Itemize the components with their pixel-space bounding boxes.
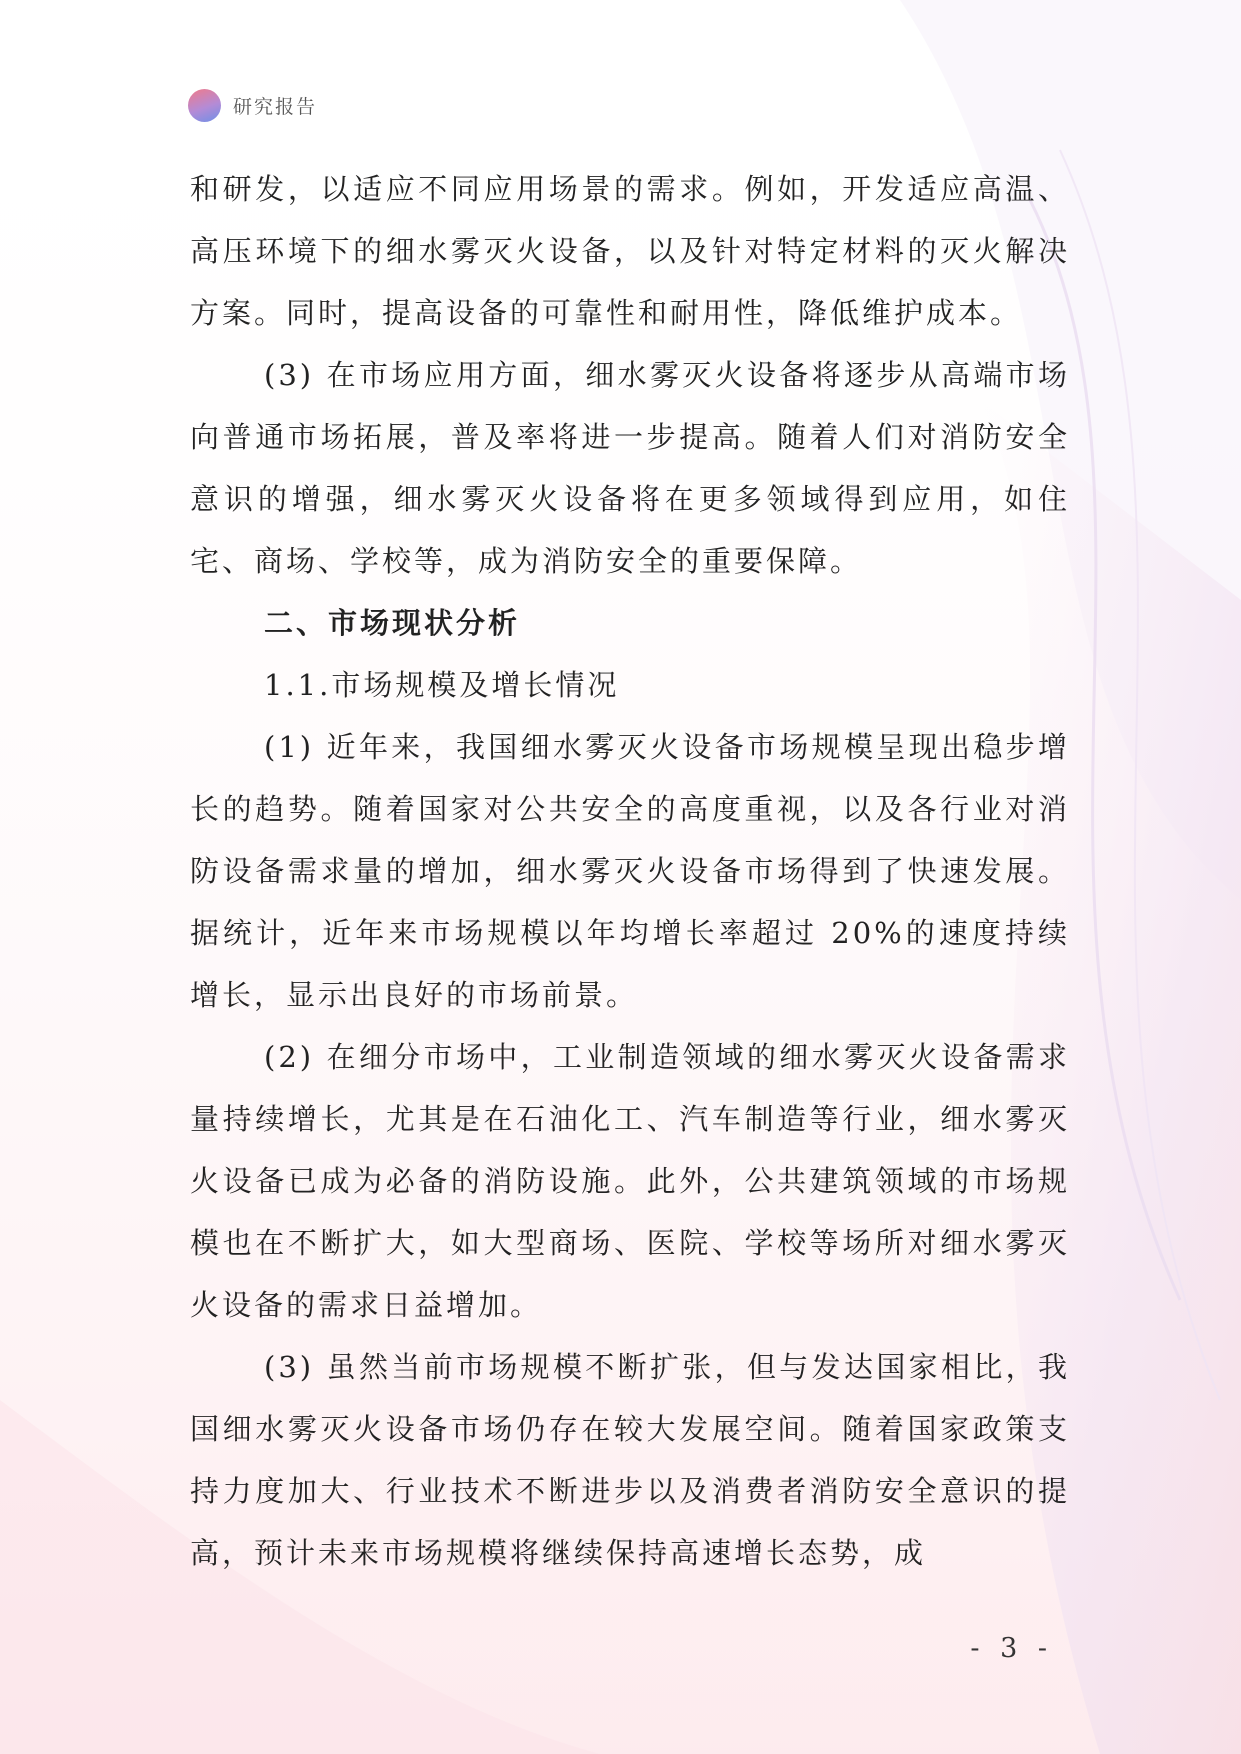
paragraph: (3) 虽然当前市场规模不断扩张，但与发达国家相比，我国细水雾灭火设备市场仍存在较大发展空间。随着国家政策支持力度加大、行业技术不断进步以及消费者消防安全意识的提高，预计未来市场规模将继续保持高速增长态势，成: [190, 1350, 1070, 1570]
section-heading: 二、市场现状分析: [264, 606, 521, 640]
header-title: 研究报告: [233, 96, 318, 118]
paragraph: 和研发，以适应不同应用场景的需求。例如，开发适应高温、高压环境下的细水雾灭火设备，以及针对特定材料的灭火解决方案。同时，提高设备的可靠性和耐用性，降低维护成本。: [190, 172, 1070, 330]
subsection-heading: 1.1.市场规模及增长情况: [264, 668, 620, 702]
page-number: - 3 -: [970, 1633, 1053, 1664]
paragraph: (3) 在市场应用方面，细水雾灭火设备将逐步从高端市场向普通市场拓展，普及率将进一步提高。随着人们对消防安全意识的增强，细水雾灭火设备将在更多领域得到应用，如住宅、商场、学校等，成为消防安全的重要保障。: [190, 358, 1070, 578]
page-header: [188, 89, 317, 122]
body-text: [190, 158, 1070, 1584]
paragraph: (2) 在细分市场中，工业制造领域的细水雾灭火设备需求量持续增长，尤其是在石油化工、汽车制造等行业，细水雾灭火设备已成为必备的消防设施。此外，公共建筑领域的市场规模也在不断扩大，如大型商场、医院、学校等场所对细水雾灭火设备的需求日益增加。: [190, 1040, 1070, 1322]
report-logo-icon: [188, 89, 221, 122]
paragraph: (1) 近年来，我国细水雾灭火设备市场规模呈现出稳步增长的趋势。随着国家对公共安全的高度重视，以及各行业对消防设备需求量的增加，细水雾灭火设备市场得到了快速发展。据统计，近年来市场规模以年均增长率超过 20%的速度持续增长，显示出良好的市场前景。: [190, 730, 1070, 1012]
